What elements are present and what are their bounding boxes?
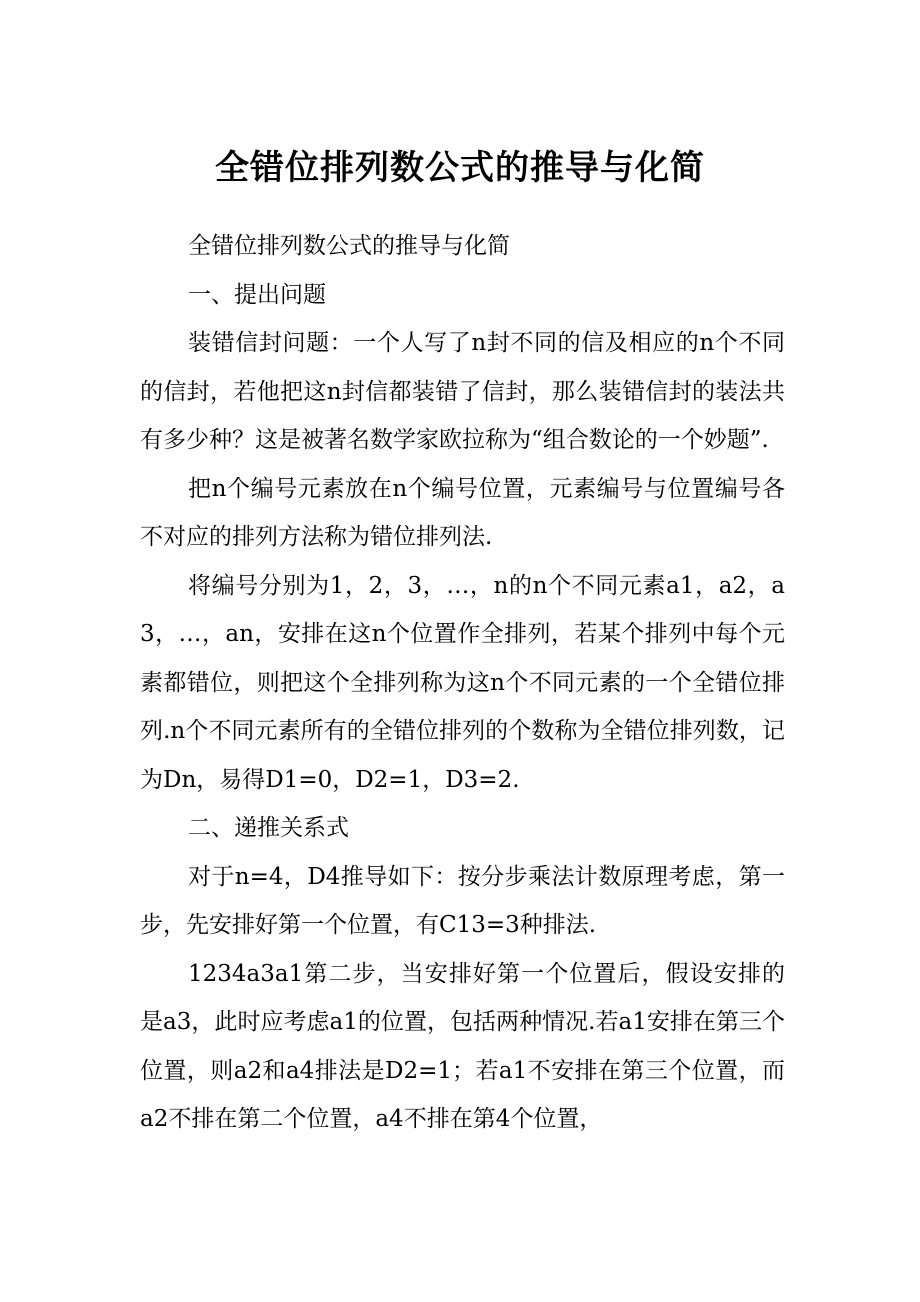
paragraph: 对于n=4，D4推导如下：按分步乘法计数原理考虑，第一步，先安排好第一个位置，有C13=3种排法. bbox=[140, 863, 785, 938]
section-heading-2: 二、递推关系式 bbox=[188, 815, 349, 841]
document-body bbox=[140, 222, 785, 1144]
paragraph: 1234a3a1第二步，当安排好第一个位置后，假设安排的是a3，此时应考虑a1的位置，包括两种情况.若a1安排在第三个位置，则a2和a4排法是D2=1；若a1不安排在第三个位置，而a2不排在第二个位置，a4不排在第4个位置， bbox=[140, 960, 785, 1132]
paragraph: 装错信封问题：一个人写了n封不同的信及相应的n个不同的信封，若他把这n封信都装错了信封，那么装错信封的装法共有多少种？这是被著名数学家欧拉称为“组合数论的一个妙题”. bbox=[140, 330, 785, 453]
paragraph-subtitle: 全错位排列数公式的推导与化简 bbox=[188, 233, 510, 259]
paragraph: 把n个编号元素放在n个编号位置，元素编号与位置编号各不对应的排列方法称为错位排列法. bbox=[140, 475, 785, 550]
document-title: 全错位排列数公式的推导与化简 bbox=[215, 148, 705, 188]
section-heading-1: 一、提出问题 bbox=[188, 281, 326, 308]
paragraph: 将编号分别为1，2，3，…，n的n个不同元素a1，a2，a3，…，an，安排在这n个位置作全排列，若某个排列中每个元素都错位，则把这个全排列称为这n个不同元素的一个全错位排列.n个不同元素所有的全错位排列的个数称为全错位排列数，记为Dn，易得D1=0，D2=1，D3=2. bbox=[140, 572, 785, 793]
